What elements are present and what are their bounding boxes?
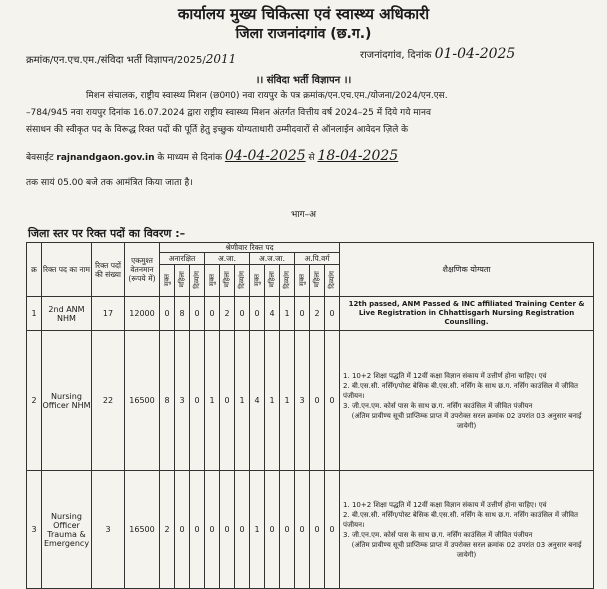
reference-prefix: क्रमांक/एन.एच.एम./संविदा भर्ती विज्ञापन/2025/ [26, 55, 206, 66]
cell-ur-general: 0 [160, 297, 175, 331]
header-qualification: शैक्षणिक योग्यता [340, 243, 594, 297]
cell-sc-general: 1 [205, 331, 220, 471]
subheader-general: मुक्त [162, 273, 171, 286]
subheader-general: मुक्त [252, 273, 261, 286]
qualification-note: (अंतिम प्रावीण्य सूची प्राप्तिम्क प्राप्त में उपरोक्त सरल क्रमांक 02 उपरांत 03 अनुसार बनाई जायेगी) [351, 411, 582, 430]
qualification-point: 2. बी.एस.सी. नर्सिंग/पोस्ट बेसिक बी.एस.सी. नर्सिंग के साथ छ.ग. नर्सिंग काउंसिल में जीवित पंजीयन। [343, 510, 579, 529]
row-salary: 16500 [125, 331, 160, 471]
row-sno: 1 [27, 297, 42, 331]
paragraph-line-2: –784/945 नवा रायपुर दिनांक 16.07.2024 द्वारा राष्ट्रीय स्वास्थ्य मिशन अंतर्गत वित्तीय वर्ष 2024–25 में दिये गये मानव [26, 108, 431, 118]
subheader-female: महिला [267, 271, 276, 288]
paragraph-line-4 [26, 148, 592, 167]
subheader-general: मुक्त [297, 273, 306, 286]
subheader-female: महिला [177, 271, 186, 288]
header-salary: एकमुश्त वेतनमान (रूपये में) [125, 243, 160, 297]
header-post: रिक्त पद का नाम [42, 243, 92, 297]
cell-sc-general: 0 [205, 297, 220, 331]
to-date: 18-04-2025 [317, 148, 399, 164]
header-sno: क्र [27, 243, 42, 297]
table-title: जिला स्तर पर रिक्त पदों का विवरण :– [28, 227, 186, 240]
cell-ur-general: 2 [160, 471, 175, 589]
row-qualification: 12th passed, ANM Passed & INC affiliated Training Center & Live Registration in Chhattisgarh Nursing Registration Counslling. [340, 297, 594, 331]
paragraph-line-3: संसाधन की स्वीकृत पद के विरूद्ध रिक्त पदों की पूर्ति हेतु इच्छुक योग्यताधारी उम्मीदवारों से ऑनलाईन आवेदन ज़िले के [26, 125, 409, 135]
district-title: जिला राजनांदगांव (छ.ग.) [235, 26, 372, 42]
cell-sc-disabled: 0 [235, 471, 250, 589]
part-label: भाग–अ [290, 210, 317, 220]
cell-sc-disabled: 0 [235, 297, 250, 331]
cell-ur-disabled: 0 [190, 297, 205, 331]
table-row [27, 331, 594, 471]
row-vacant: 17 [92, 297, 125, 331]
row-vacant: 3 [92, 471, 125, 589]
reference-number [26, 52, 236, 66]
qualification-note: (अंतिम प्रावीण्य सूची प्राप्तिम्क प्राप्त में उपरोक्त सरल क्रमांक 02 उपरांत 03 अनुसार बनाई जायेगी) [351, 540, 582, 559]
row-post: 2nd ANM NHM [42, 297, 92, 331]
subheader-female: महिला [312, 271, 321, 288]
table-row [27, 471, 594, 589]
advertisement-title: ।। संविदा भर्ती विज्ञापन ।। [255, 75, 352, 86]
row-vacant: 22 [92, 331, 125, 471]
row-post: Nursing Officer NHM [42, 331, 92, 471]
cell-obc-female: 0 [310, 331, 325, 471]
cell-obc-disabled: 0 [325, 297, 340, 331]
cell-sc-female: 0 [220, 471, 235, 589]
subheader-general: मुक्त [207, 273, 216, 286]
cell-st-general: 0 [250, 297, 265, 331]
cell-sc-general: 0 [205, 471, 220, 589]
row-qualification [340, 331, 594, 471]
paragraph-line-1: मिशन संचालक, राष्ट्रीय स्वास्थ्य मिशन (छ0ग0) नवा रायपुर के पत्र क्रमांक/एन.एच.एम./योजना/2024/एन.एस. [86, 91, 448, 101]
qualification-point: 2. बी.एस.सी. नर्सिंग/पोस्ट बेसिक बी.एस.सी. नर्सिंग के साथ छ.ग. नर्सिंग काउंसिल में जीवित पंजीयन। [343, 381, 579, 400]
cell-sc-disabled: 1 [235, 331, 250, 471]
row-sno: 3 [27, 471, 42, 589]
cell-st-disabled: 1 [280, 331, 295, 471]
to-text: से [308, 153, 315, 163]
header-st: अ.ज.जा. [250, 253, 295, 265]
cell-ur-disabled: 0 [190, 331, 205, 471]
subheader-disabled: दिव्यांग [192, 270, 201, 289]
row-sno: 2 [27, 331, 42, 471]
cell-obc-general: 0 [295, 471, 310, 589]
row-qualification [340, 471, 594, 589]
cell-obc-disabled: 0 [325, 471, 340, 589]
cell-obc-female: 2 [310, 297, 325, 331]
subheader-disabled: दिव्यांग [237, 270, 246, 289]
cell-st-female: 0 [265, 471, 280, 589]
reference-handwritten-number: 2011 [205, 52, 237, 66]
header-unreserved: अनारक्षित [160, 253, 205, 265]
qualification-point: 1. 10+2 शिक्षा पद्धति में 12वीं कक्षा विज्ञान संकाय में उत्तीर्ण होना चाहिए। एवं [343, 500, 547, 509]
cell-ur-general: 8 [160, 331, 175, 471]
cell-obc-female: 0 [310, 471, 325, 589]
subheader-disabled: दिव्यांग [327, 270, 336, 289]
cell-st-female: 4 [265, 297, 280, 331]
cell-st-general: 1 [250, 471, 265, 589]
cell-st-disabled: 1 [280, 297, 295, 331]
office-title: कार्यालय मुख्य चिकित्सा एवं स्वास्थ्य अधिकारी [177, 5, 430, 23]
cell-obc-disabled: 0 [325, 331, 340, 471]
subheader-disabled: दिव्यांग [282, 270, 291, 289]
cell-st-general: 4 [250, 331, 265, 471]
row-post: Nursing Officer Trauma & Emergency [42, 471, 92, 589]
cell-st-disabled: 0 [280, 471, 295, 589]
website-prefix: बेवसाईट [26, 153, 54, 163]
qualification-point: 3. जी.एन.एम. कोर्स पास के साथ छ.ग. नर्सिंग काउंसिल में जीवित पंजीयन [343, 401, 533, 410]
header-vacant: रिक्त पदों की संख्या [92, 243, 125, 297]
via-date-text: के माध्यम से दिनांक [157, 153, 223, 163]
cell-obc-general: 3 [295, 331, 310, 471]
cell-sc-female: 2 [220, 297, 235, 331]
row-salary: 16500 [125, 471, 160, 589]
issue-date-prefix: राजनांदगांव, दिनांक [360, 50, 432, 61]
header-category: श्रेणीवार रिक्त पद [160, 243, 340, 253]
from-date: 04-04-2025 [224, 148, 306, 164]
cell-obc-general: 0 [295, 297, 310, 331]
issue-date [360, 46, 515, 62]
vacancy-table [26, 242, 594, 589]
issue-date-handwritten: 01-04-2025 [434, 46, 516, 62]
cell-ur-female: 3 [175, 331, 190, 471]
header-obc: अ.पि.वर्ग [295, 253, 340, 265]
cell-ur-female: 8 [175, 297, 190, 331]
paragraph-line-5: तक सायं 05.00 बजे तक आमंत्रित किया जाता है। [26, 178, 193, 188]
row-salary: 12000 [125, 297, 160, 331]
website-link[interactable]: rajnandgaon.gov.in [56, 153, 155, 163]
cell-ur-disabled: 0 [190, 471, 205, 589]
table-row [27, 297, 594, 331]
header-sc: अ.जा. [205, 253, 250, 265]
subheader-female: महिला [222, 271, 231, 288]
cell-sc-female: 0 [220, 331, 235, 471]
qualification-point: 3. जी.एन.एम. कोर्स पास के साथ छ.ग. नर्सिंग काउंसिल में जीवित पंजीयन [343, 530, 533, 539]
qualification-point: 1. 10+2 शिक्षा पद्धति में 12वीं कक्षा विज्ञान संकाय में उत्तीर्ण होना चाहिए। एवं [343, 371, 547, 380]
cell-ur-female: 0 [175, 471, 190, 589]
cell-st-female: 1 [265, 331, 280, 471]
